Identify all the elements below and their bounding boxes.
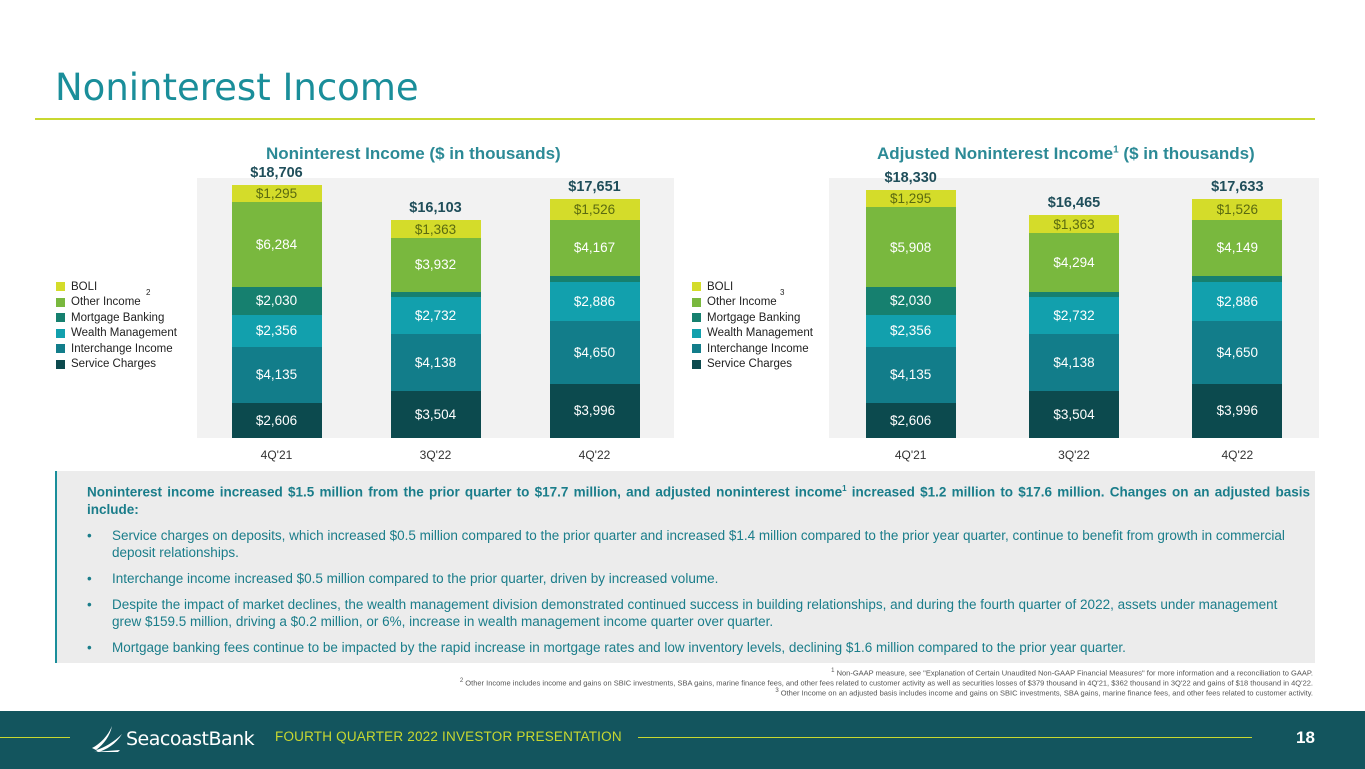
bullet-marker: • (87, 570, 92, 586)
data-label: $1,526 (1216, 201, 1258, 217)
footnote-2-mark: 2 (459, 678, 464, 684)
bar-segment-interchange-income (232, 347, 322, 403)
bar-segment-service-charges (232, 403, 322, 438)
legend-swatch (692, 360, 701, 369)
bar-total-label: $16,465 (1047, 194, 1101, 211)
data-label: $4,135 (255, 367, 298, 383)
data-label: $4,650 (573, 344, 616, 360)
bar-segment-wealth-management (232, 315, 322, 347)
summary-bullet (87, 596, 1315, 630)
data-label: $4,138 (1053, 354, 1095, 370)
bar-segment-wealth-management (550, 282, 640, 321)
bar-segment-other-income (1192, 220, 1282, 276)
bullet-text: Despite the impact of market declines, the wealth management division demonstrated continued success in building relationships, and during the fourth quarter of 2022, assets under management grew $159.5 million, driving a $0.2 million, or 6%, increase in wealth management income quarter over quarter. (112, 596, 1278, 629)
legend-swatch (692, 329, 701, 338)
data-label: $1,526 (573, 201, 616, 217)
bullet-marker: • (87, 639, 92, 655)
data-label: $4,149 (1216, 240, 1258, 256)
data-label: $6,284 (255, 237, 298, 253)
legend-swatch (56, 344, 65, 353)
bar-segment-service-charges (391, 391, 481, 438)
palm-leaf-icon (90, 724, 124, 754)
legend-swatch (56, 313, 65, 322)
bar-segment-boli (232, 185, 322, 203)
legend-label: Interchange Income (71, 342, 173, 355)
legend-item-service-charges (56, 357, 177, 373)
bar-segment-boli (866, 190, 956, 208)
chart-2-title (877, 144, 1255, 164)
legend-label: Other Income (707, 296, 777, 309)
chart-2-plot-area (829, 169, 1319, 462)
chart-2-title-main: Adjusted Noninterest Income (877, 144, 1114, 163)
page-title: Noninterest Income (55, 66, 419, 109)
data-label: $2,030 (890, 293, 932, 309)
data-label: $5,908 (890, 239, 932, 255)
legend-swatch (692, 282, 701, 291)
summary-bullet (87, 527, 1315, 561)
legend-swatch (56, 282, 65, 291)
x-tick-label: 4Q'21 (260, 448, 293, 462)
data-label: $4,650 (1216, 344, 1258, 360)
bar-segment-wealth-management (391, 297, 481, 334)
bar-segment-boli (391, 220, 481, 238)
legend-label: Wealth Management (71, 327, 177, 340)
summary-intro-mark: 1 (842, 484, 847, 493)
legend-swatch (56, 329, 65, 338)
page-number: 18 (1296, 728, 1315, 747)
legend-swatch (692, 298, 701, 307)
legend-label: Wealth Management (707, 327, 813, 340)
bar-segment-boli (1192, 199, 1282, 220)
legend-item-service-charges (692, 357, 813, 373)
bar-segment-interchange-income (1192, 321, 1282, 384)
data-label: $1,295 (890, 190, 932, 206)
chart-1-legend (56, 279, 177, 372)
legend-item-mortgage-banking (692, 310, 813, 326)
data-label: $4,167 (573, 240, 616, 256)
legend-item-wealth-management (56, 326, 177, 342)
legend-label: Mortgage Banking (707, 311, 801, 324)
data-label: $3,996 (1216, 403, 1258, 419)
data-label: $2,356 (255, 323, 298, 339)
summary-intro-b: increased $1.2 million to $17.6 million. Changes on an adjusted basis include: (87, 484, 1310, 517)
footer-divider-left (0, 737, 70, 738)
footnote-1 (831, 668, 1313, 678)
legend-footnote-mark: 3 (780, 288, 785, 297)
bar-segment-interchange-income (391, 334, 481, 390)
bar-segment-service-charges (1029, 391, 1119, 438)
data-label: $1,363 (1053, 216, 1095, 232)
data-label: $2,030 (255, 293, 298, 309)
data-label: $1,295 (255, 185, 298, 201)
footnote-2 (460, 678, 1313, 688)
bar-total-label: $16,103 (409, 199, 462, 216)
title-divider (35, 118, 1315, 120)
legend-item-wealth-management (692, 326, 813, 342)
footer-presentation-label: FOURTH QUARTER 2022 INVESTOR PRESENTATION (275, 729, 622, 744)
bar-segment-boli (550, 199, 640, 220)
bar-segment-wealth-management (866, 315, 956, 347)
footnote-3-mark: 3 (775, 688, 779, 694)
chart-1-plot-area (197, 164, 674, 462)
footer (0, 711, 1365, 769)
legend-label: Other Income (71, 296, 141, 309)
x-tick-label: 4Q'22 (1221, 448, 1254, 462)
chart-1-title: Noninterest Income ($ in thousands) (266, 144, 561, 163)
bullet-text: Interchange income increased $0.5 million compared to the prior quarter, driven by increased volume. (112, 570, 719, 586)
summary-box (55, 471, 1315, 663)
bar-segment-other-income (232, 202, 322, 287)
bullet-text: Mortgage banking fees continue to be impacted by the rapid increase in mortgage rates and low inventory levels, declining $1.6 million compared to the prior year quarter. (112, 639, 1126, 655)
bar-total-label: $17,633 (1211, 179, 1264, 196)
legend-label: BOLI (707, 280, 734, 293)
data-label: $2,732 (1053, 308, 1095, 324)
bar-segment-mortgage-banking (1029, 292, 1119, 298)
legend-label: Service Charges (707, 358, 793, 371)
bar-segment-interchange-income (866, 347, 956, 403)
bar-segment-service-charges (866, 403, 956, 438)
bar-segment-other-income (1029, 233, 1119, 291)
footnote-3-text: Other Income on an adjusted basis includes income and gains on SBIC investments, SBA gains, marine finance fees, and other fees related to customer activity. (778, 688, 1313, 698)
legend-item-other-income (56, 295, 177, 311)
summary-intro-a: Noninterest income increased $1.5 million from the prior quarter to $17.7 million, and adjusted noninterest income (87, 484, 843, 500)
x-tick-label: 4Q'21 (894, 448, 927, 462)
data-label: $3,996 (573, 403, 616, 419)
footnote-2-text: Other Income includes income and gains on SBIC investments, SBA gains, marine finance fees, and other fees related to customer activity as well as securities losses of $379 thousand in 4Q'21, $362 thousand in 3Q'22 and gains of $18 thousand in 4Q'22. (463, 678, 1313, 688)
summary-intro (87, 480, 1315, 518)
legend-label: Interchange Income (707, 342, 809, 355)
data-label: $2,606 (890, 412, 932, 428)
bar-segment-wealth-management (1029, 297, 1119, 334)
summary-bullet (87, 570, 1315, 587)
data-label: $4,138 (414, 354, 457, 370)
legend-item-interchange-income (56, 341, 177, 357)
bar-segment-service-charges (550, 384, 640, 438)
bar-total-label: $18,330 (884, 169, 937, 186)
data-label: $3,504 (1053, 406, 1095, 422)
legend-item-interchange-income (692, 341, 813, 357)
data-label: $2,732 (414, 308, 457, 324)
legend-swatch (56, 298, 65, 307)
data-label: $3,932 (414, 257, 457, 273)
legend-item-other-income (692, 295, 813, 311)
bar-segment-other-income (866, 207, 956, 287)
bar-segment-mortgage-banking (866, 287, 956, 315)
bar-segment-mortgage-banking (232, 287, 322, 315)
bullet-text: Service charges on deposits, which increased $0.5 million compared to the prior quarter and increased $1.4 million compared to the prior year quarter, continue to benefit from growth in commercial deposit relationships. (112, 527, 1285, 560)
bar-segment-interchange-income (1029, 334, 1119, 390)
data-label: $2,606 (255, 412, 298, 428)
bar-segment-mortgage-banking (1192, 276, 1282, 282)
footnote-3 (775, 688, 1313, 698)
bar-total-label: $17,651 (568, 178, 621, 195)
x-tick-label: 4Q'22 (578, 448, 611, 462)
logo-text: SeacoastBank (126, 728, 255, 750)
footnote-1-mark: 1 (831, 668, 835, 674)
data-label: $2,886 (1216, 293, 1258, 309)
bar-segment-mortgage-banking (550, 276, 640, 282)
chart-2-legend (692, 279, 813, 372)
chart-2-title-suffix: ($ in thousands) (1118, 144, 1255, 163)
x-tick-label: 3Q'22 (419, 448, 452, 462)
data-label: $3,504 (414, 406, 457, 422)
summary-bullet (87, 639, 1315, 656)
legend-swatch (56, 360, 65, 369)
bar-segment-other-income (391, 238, 481, 291)
footer-divider-right (638, 737, 1252, 738)
data-label: $4,135 (890, 367, 932, 383)
data-label: $1,363 (414, 221, 457, 237)
bar-segment-wealth-management (1192, 282, 1282, 321)
data-label: $4,294 (1053, 254, 1095, 270)
bar-segment-mortgage-banking (391, 292, 481, 298)
bullet-marker: • (87, 596, 92, 612)
legend-footnote-mark: 2 (146, 288, 151, 297)
legend-swatch (692, 313, 701, 322)
bar-total-label: $18,706 (250, 164, 303, 181)
legend-item-boli (692, 279, 813, 295)
bar-segment-boli (1029, 215, 1119, 233)
x-tick-label: 3Q'22 (1058, 448, 1090, 462)
legend-label: Service Charges (71, 358, 157, 371)
bar-segment-service-charges (1192, 384, 1282, 438)
legend-item-mortgage-banking (56, 310, 177, 326)
seacoast-logo (90, 724, 254, 754)
legend-label: Mortgage Banking (71, 311, 165, 324)
data-label: $2,356 (890, 323, 932, 339)
footnote-1-text: Non-GAAP measure, see "Explanation of Certain Unaudited Non-GAAP Financial Measures" for more information and a reconciliation to GAAP. (834, 668, 1313, 678)
bar-segment-interchange-income (550, 321, 640, 384)
bullet-marker: • (87, 527, 92, 543)
legend-swatch (692, 344, 701, 353)
data-label: $2,886 (573, 293, 616, 309)
bar-segment-other-income (550, 220, 640, 276)
chart-2-title-mark: 1 (1113, 144, 1119, 156)
legend-item-boli (56, 279, 177, 295)
legend-label: BOLI (71, 280, 98, 293)
